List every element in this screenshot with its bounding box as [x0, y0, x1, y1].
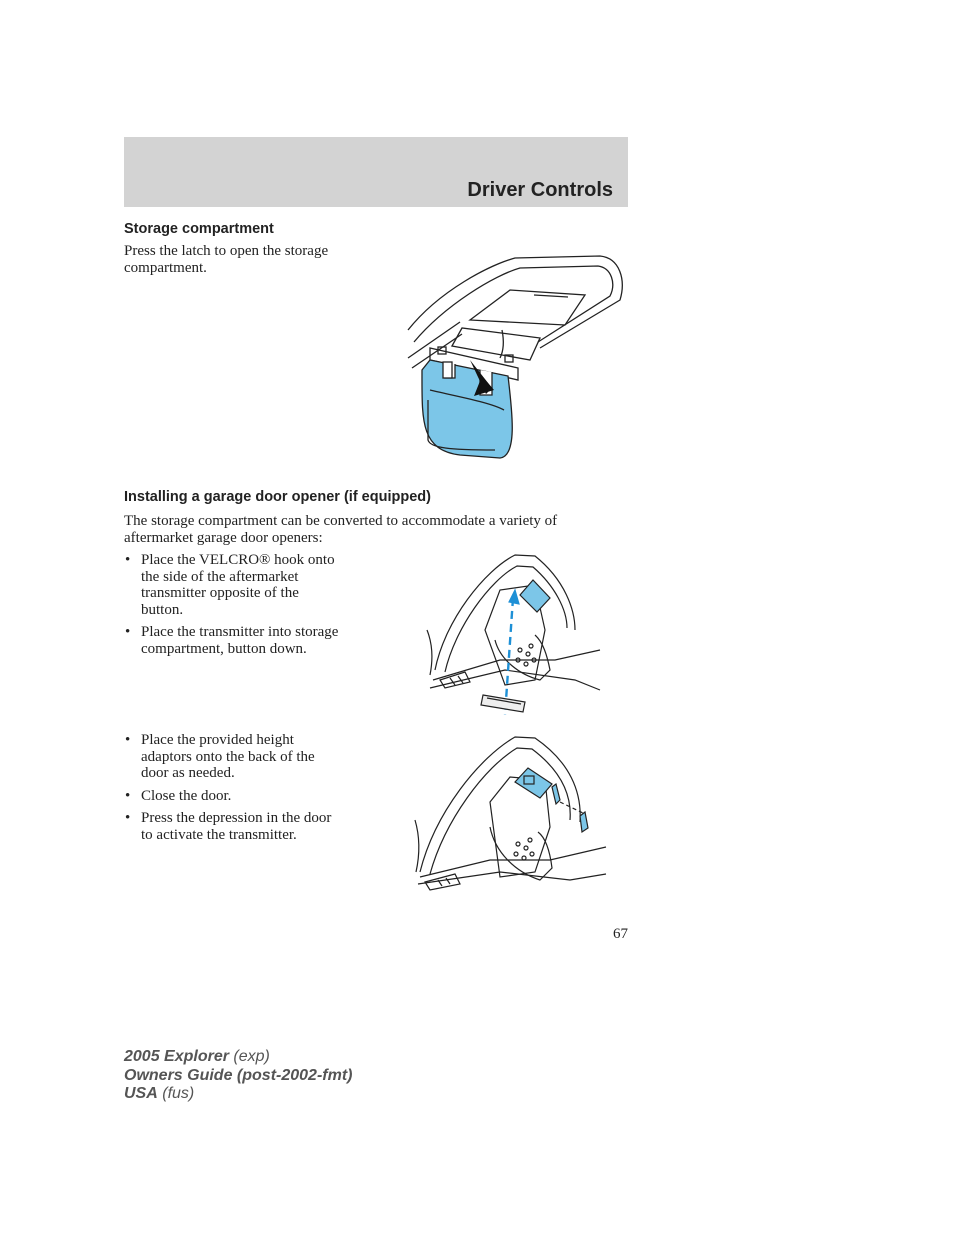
section-header-band [124, 137, 628, 207]
storage-compartment-illustration [400, 250, 630, 462]
footer-line-market: USA (fus) [124, 1085, 195, 1102]
transmitter-insertion-illustration [425, 550, 605, 715]
footer-line-guide: Owners Guide (post-2002-fmt) [124, 1066, 353, 1084]
footer-line-model: 2005 Explorer (exp) [124, 1048, 270, 1065]
list-item: • Place the VELCRO® hook onto the side of the aftermarket transmitter opposite of the button. [124, 552, 394, 618]
text-line: The storage compartment can be converted to accommodate a variety of [124, 513, 558, 529]
list-item: • Press the depression in the door to activate the transmitter. [124, 810, 394, 843]
bullet-list-close [124, 732, 394, 849]
list-item: • Place the transmitter into storage compartment, button down. [124, 624, 394, 657]
list-item: • Place the provided height adaptors onto the back of the door as needed. [124, 732, 394, 782]
list-item: • Close the door. [124, 788, 394, 805]
storage-compartment-text [124, 243, 328, 277]
section-title: Driver Controls [467, 179, 613, 201]
transmitter-closed-illustration [410, 732, 610, 897]
garage-door-opener-heading: Installing a garage door opener (if equipped) [124, 489, 431, 505]
text-line: aftermarket garage door openers: [124, 530, 323, 546]
storage-compartment-heading: Storage compartment [124, 221, 274, 237]
bullet-list-install [124, 552, 394, 663]
text-line: Press the latch to open the storage [124, 243, 329, 259]
garage-door-intro-text [124, 513, 557, 547]
page-number: 67 [613, 926, 628, 942]
text-line: compartment. [124, 260, 207, 276]
document-footer [124, 1048, 352, 1104]
